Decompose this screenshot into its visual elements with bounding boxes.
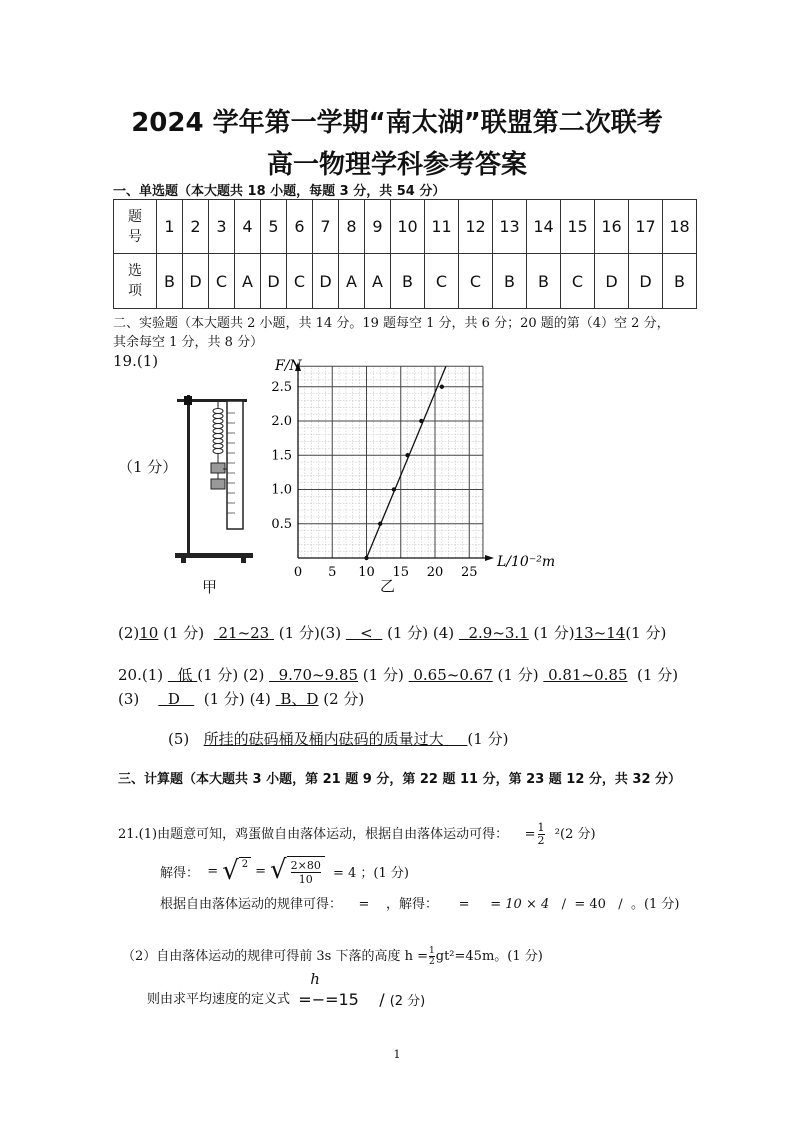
- data-point: [419, 419, 423, 423]
- q20-p4-label: (4): [249, 690, 271, 708]
- q19-answer-4: [459, 624, 529, 642]
- q19-score-4: (1 分): [533, 624, 575, 642]
- q21-p3-d: (2 分): [389, 994, 426, 1009]
- answer-row: [114, 254, 697, 309]
- question-number: 16: [595, 200, 629, 254]
- q20-answer-6-text: B、D: [280, 690, 319, 708]
- x-axis-arrow: [485, 555, 494, 561]
- q19-answers-line: [118, 622, 666, 643]
- q20-answer-3: [409, 666, 493, 684]
- data-point: [364, 556, 368, 560]
- q21-frac-den: 2: [537, 834, 545, 847]
- q20-answer-7: [204, 730, 468, 748]
- section2-heading-line1: 二、实验题（本大题共 2 小题，共 14 分。19 题每空 1 分，共 6 分；20 题的第（4）空 2 分，: [113, 316, 670, 331]
- answer-choice: B: [157, 254, 183, 309]
- q19-answer-1: 10: [139, 624, 159, 642]
- q19-score-5: (1 分): [625, 624, 667, 642]
- q21-solution-label: 解得：: [160, 865, 200, 881]
- section2-heading-line2: 其余每空 1 分，共 8 分）: [113, 335, 264, 350]
- answer-choice: A: [235, 254, 261, 309]
- q21-line3-e: = 10 × 4: [490, 897, 550, 912]
- q21-sqrt-2: [270, 856, 325, 886]
- row-label-question: [114, 200, 157, 254]
- y-tick-label: 2.0: [271, 414, 292, 429]
- q20-answer-2: [269, 666, 358, 684]
- q20-answer-5: [158, 690, 194, 708]
- answer-key-title: 高一物理学科参考答案: [266, 150, 527, 180]
- q20-answer-5-text: D: [167, 690, 180, 708]
- answer-choice: C: [209, 254, 235, 309]
- sqrt-sign-1: √: [222, 856, 239, 886]
- question-number: 3: [209, 200, 235, 254]
- answer-table: [113, 199, 697, 309]
- answer-choice: D: [595, 254, 629, 309]
- data-point: [405, 453, 409, 457]
- question-number: 2: [183, 200, 209, 254]
- x-tick-label: 15: [392, 565, 410, 580]
- q21-line1: [118, 822, 596, 847]
- q19-label: 19.(1): [113, 352, 159, 370]
- q20-answer-6: [276, 690, 319, 708]
- answer-choice: D: [313, 254, 339, 309]
- q20-score-1: (1 分): [197, 666, 239, 684]
- answer-choice: D: [629, 254, 663, 309]
- x-tick-label: 0: [293, 565, 303, 580]
- y-tick-label: 1.5: [271, 448, 292, 464]
- answer-choice: B: [391, 254, 425, 309]
- q20-score-4: (1 分): [637, 666, 679, 684]
- q19-answer-4-text: 2.9~3.1: [468, 624, 529, 642]
- q21-fraction: [538, 822, 545, 847]
- answer-choice: C: [425, 254, 459, 309]
- question-number: 1: [157, 200, 183, 254]
- q21-line3-f: /: [561, 897, 567, 912]
- q20-answer-2-text: 9.70~9.85: [278, 666, 358, 684]
- q20-p1-label: 20.(1): [118, 666, 164, 684]
- q19-answer-5: 13~14: [574, 624, 626, 642]
- apparatus-caption: 甲: [202, 578, 218, 596]
- q21-part2-line: [122, 945, 543, 967]
- q21-sqrt1-num: 2: [239, 857, 251, 885]
- q21-p2-b: gt²=45m。(1 分): [435, 949, 543, 964]
- q21-p2-frac-num: 1: [429, 946, 435, 956]
- answer-choice: A: [365, 254, 391, 309]
- q20-p5-label: (5): [168, 730, 190, 748]
- question-number: 8: [339, 200, 365, 254]
- q20-answer-3-text: 0.65~0.67: [413, 666, 493, 684]
- q21-sqrt-1: [222, 857, 251, 885]
- q20-score-2: (1 分): [362, 666, 404, 684]
- q19-answer-2: [214, 624, 274, 642]
- answer-choice: D: [261, 254, 287, 309]
- force-length-chart: [260, 352, 560, 592]
- question-number: 13: [493, 200, 527, 254]
- q19-answer-3-text: <: [360, 624, 373, 642]
- sqrt-sign-2: √: [270, 855, 287, 885]
- q21-sqrt2-num: 2×80: [290, 859, 321, 872]
- q21-frac-num: 1: [537, 821, 545, 834]
- answer-choice: B: [493, 254, 527, 309]
- q19-answer-3: [346, 624, 382, 642]
- data-point: [378, 522, 382, 526]
- row-label-question-text: 题号: [128, 208, 142, 245]
- q21-eq2-a: =: [207, 863, 219, 879]
- q21-line3-h: /: [618, 897, 623, 912]
- q19-score-3: (1 分): [387, 624, 429, 642]
- q21-p3-b: =−=15: [298, 990, 359, 1009]
- data-point: [392, 487, 396, 491]
- q21-eq1-tail: ²: [554, 827, 561, 842]
- page-number: 1: [393, 1048, 401, 1061]
- q21-line3-b: =: [358, 897, 370, 912]
- q21-intro: 21.(1)由题意可知，鸡蛋做自由落体运动，根据自由落体运动可得：: [118, 827, 509, 842]
- x-axis-label: L/10⁻²m: [497, 554, 556, 570]
- y-tick-label: 2.5: [271, 379, 292, 395]
- row-label-answer-text: 选项: [128, 263, 142, 299]
- answer-choice: D: [183, 254, 209, 309]
- q21-line3-i: 。(1 分): [630, 897, 680, 912]
- q20-answer-1: [168, 666, 197, 684]
- question-number: 12: [459, 200, 493, 254]
- q19-p4-label: (4): [432, 624, 455, 642]
- x-tick-label: 5: [328, 565, 337, 580]
- q21-line3-a: 根据自由落体运动的规律可得：: [160, 897, 343, 912]
- answer-choice: C: [459, 254, 493, 309]
- q21-line3: [160, 893, 680, 912]
- q20-line3: [168, 728, 508, 749]
- q21-p2-frac-den: 2: [429, 957, 435, 967]
- q21-eq1: =: [524, 827, 536, 842]
- answer-choice: B: [663, 254, 697, 309]
- question-number: 14: [527, 200, 561, 254]
- q21-eq2-c: = 4 ；(1 分): [332, 865, 409, 881]
- q19-answer-2-text: 21~23: [218, 624, 270, 642]
- question-number: 9: [365, 200, 391, 254]
- x-tick-label: 25: [460, 565, 478, 580]
- question-number: 7: [313, 200, 339, 254]
- q21-line3-g: = 40: [574, 897, 606, 912]
- q21-part3-line: [147, 970, 426, 1013]
- q21-line3-d: =: [458, 897, 470, 912]
- answer-choice: A: [339, 254, 365, 309]
- q20-line2: [118, 688, 364, 709]
- question-number-row: [114, 200, 697, 254]
- q20-answer-1-text: 低: [177, 666, 193, 684]
- question-number: 6: [287, 200, 313, 254]
- y-tick-label: 1.0: [271, 482, 292, 498]
- q20-score-6: (2 分): [323, 690, 365, 708]
- row-label-answer: [114, 254, 157, 309]
- question-number: 15: [561, 200, 595, 254]
- question-number: 4: [235, 200, 261, 254]
- question-number: 11: [425, 200, 459, 254]
- q21-sqrt2-den: 10: [298, 873, 313, 886]
- q21-eq2-b: =: [255, 863, 267, 879]
- data-point: [440, 385, 444, 389]
- q19-p3-label: (3): [319, 624, 342, 642]
- question-number: 5: [261, 200, 287, 254]
- answer-choice: C: [561, 254, 595, 309]
- section3-heading: 三、计算题（本大题共 3 小题，第 21 题 9 分，第 22 题 11 分，第 23 题 12 分，共 32 分）: [118, 772, 682, 787]
- x-tick-label: 20: [426, 565, 444, 580]
- q20-answer-4-text: 0.81~0.85: [548, 666, 628, 684]
- graph-caption: 乙: [380, 577, 396, 595]
- y-axis-label: F/N: [275, 358, 302, 374]
- q19-p2-label: (2): [118, 624, 140, 642]
- q20-score-3: (1 分): [497, 666, 539, 684]
- q21-p2-a: （2）自由落体运动的规律可得前 3s 下落的高度 h =: [122, 949, 429, 964]
- q20-answer-4: [543, 666, 627, 684]
- section1-heading: 一、单选题（本大题共 18 小题，每题 3 分，共 54 分）: [113, 184, 446, 199]
- q21-p3-h: h: [310, 970, 320, 988]
- answer-choice: C: [287, 254, 313, 309]
- q21-p3-c: /: [379, 990, 385, 1009]
- y-tick-label: 0.5: [271, 516, 292, 532]
- q21-sqrt2-frac: [287, 856, 325, 886]
- exam-title: 2024 学年第一学期“南太湖”联盟第二次联考: [131, 108, 663, 138]
- spring-apparatus-figure: [175, 393, 260, 565]
- q20-p2-label: (2): [243, 666, 265, 684]
- q20-score-7: (1 分): [467, 730, 509, 748]
- q20-line1: [118, 664, 678, 685]
- q21-p3-a: 则由求平均速度的定义式: [147, 992, 291, 1007]
- answer-choice: B: [527, 254, 561, 309]
- q19-score: （1 分）: [118, 458, 178, 476]
- q20-score-5: (1 分): [203, 690, 245, 708]
- q20-p3-label: (3): [118, 690, 140, 708]
- q21-p3-formula: [298, 970, 426, 1009]
- x-tick-label: 10: [358, 565, 375, 580]
- question-number: 10: [391, 200, 425, 254]
- q21-p2-fraction: [429, 946, 435, 967]
- q21-line2: [160, 855, 409, 887]
- question-number: 18: [663, 200, 697, 254]
- q21-score-1: (2 分): [560, 827, 596, 842]
- q19-score-1: (1 分): [163, 624, 205, 642]
- q20-answer-7-text: 所挂的砝码桶及桶内砝码的质量过大: [203, 730, 444, 748]
- question-number: 17: [629, 200, 663, 254]
- q19-score-2: (1 分): [278, 624, 320, 642]
- q21-line3-c: ，解得：: [385, 897, 438, 912]
